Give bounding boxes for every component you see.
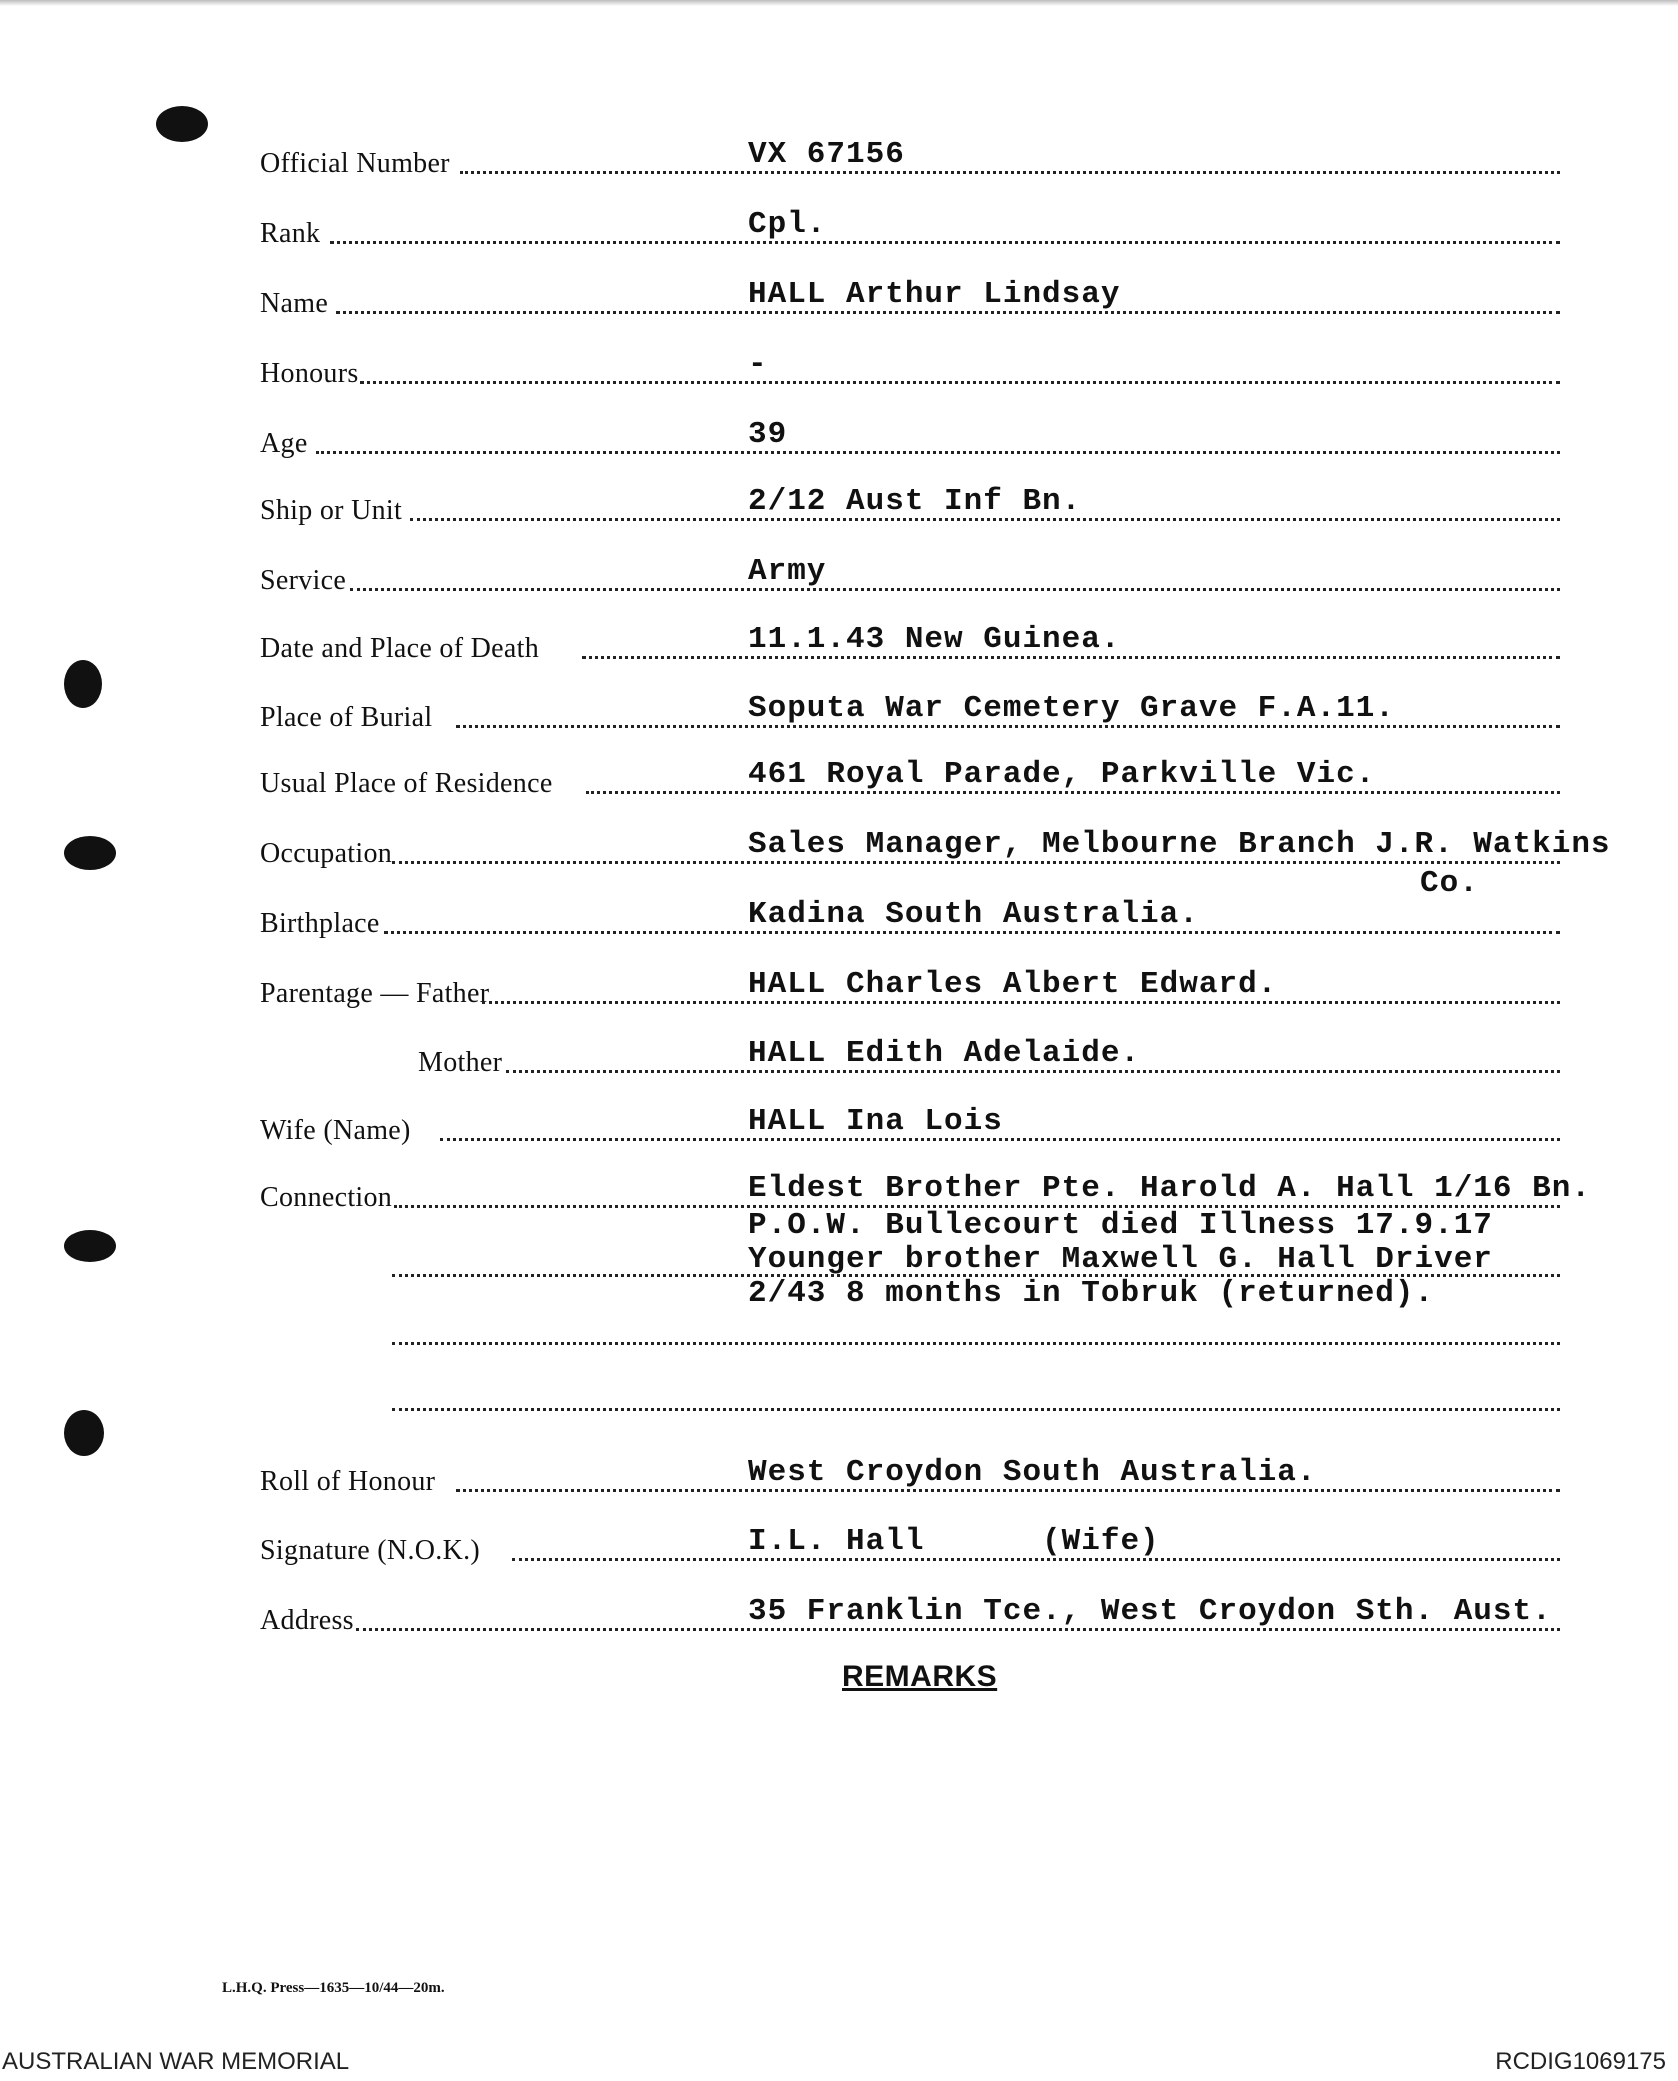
field-wife	[260, 1104, 1560, 1147]
signature-value: I.L. Hall (Wife)	[748, 1524, 1160, 1559]
service-label: Service	[260, 565, 347, 596]
official-number-value: VX 67156	[748, 137, 905, 172]
field-honours	[260, 347, 1560, 390]
signature-label: Signature (N.O.K.)	[260, 1535, 481, 1566]
father-label: Parentage — Father	[260, 978, 490, 1009]
field-age	[260, 417, 1560, 460]
occupation-label: Occupation	[260, 838, 393, 869]
usual-residence-label: Usual Place of Residence	[260, 768, 553, 799]
honours-label: Honours	[260, 358, 359, 389]
name-value: HALL Arthur Lindsay	[748, 277, 1121, 312]
field-mother	[260, 1036, 1560, 1079]
punch-hole	[64, 836, 116, 870]
field-place-of-burial	[260, 691, 1560, 734]
remarks-heading: REMARKS	[842, 1660, 998, 1693]
birthplace-label: Birthplace	[260, 908, 380, 939]
dotted-leader	[360, 381, 1560, 384]
honours-value: -	[748, 347, 768, 382]
rank-label: Rank	[260, 218, 321, 249]
dotted-leader	[460, 171, 1560, 174]
connection-line-4: 2/43 8 months in Tobruk (returned).	[748, 1276, 1435, 1311]
field-father	[260, 967, 1560, 1010]
punch-hole	[64, 1230, 116, 1262]
address-label: Address	[260, 1605, 354, 1636]
dotted-line	[392, 1408, 1560, 1411]
usual-residence-value: 461 Royal Parade, Parkville Vic.	[748, 757, 1376, 792]
field-occupation	[260, 827, 1611, 870]
date-place-of-death-label: Date and Place of Death	[260, 633, 539, 664]
address-value: 35 Franklin Tce., West Croydon Sth. Aust.	[748, 1594, 1552, 1629]
ship-or-unit-label: Ship or Unit	[260, 495, 403, 526]
service-value: Army	[748, 554, 827, 589]
archive-credit: AUSTRALIAN WAR MEMORIAL	[2, 2048, 350, 2075]
field-name	[260, 277, 1560, 320]
connection-label: Connection	[260, 1182, 393, 1213]
official-number-label: Official Number	[260, 148, 450, 179]
birthplace-value: Kadina South Australia.	[748, 897, 1199, 932]
dotted-leader	[350, 588, 1560, 591]
mother-value: HALL Edith Adelaide.	[748, 1036, 1141, 1071]
wife-label: Wife (Name)	[260, 1115, 411, 1146]
field-signature	[260, 1524, 1560, 1567]
dotted-line	[392, 1342, 1560, 1345]
dotted-leader	[316, 451, 1560, 454]
father-value: HALL Charles Albert Edward.	[748, 967, 1278, 1002]
name-label: Name	[260, 288, 329, 319]
occupation-value-line2: Co.	[1420, 866, 1479, 901]
field-date-place-of-death	[260, 622, 1560, 665]
occupation-value: Sales Manager, Melbourne Branch J.R. Watkins	[748, 827, 1611, 862]
connection-line-1: Eldest Brother Pte. Harold A. Hall 1/16 Bn.	[748, 1171, 1591, 1206]
roll-of-honour-value: West Croydon South Australia.	[748, 1455, 1317, 1490]
mother-label: Mother	[418, 1047, 503, 1078]
field-birthplace	[260, 897, 1560, 940]
field-official-number	[260, 137, 1560, 180]
punch-hole	[64, 660, 102, 708]
place-of-burial-value: Soputa War Cemetery Grave F.A.11.	[748, 691, 1395, 726]
dotted-leader	[330, 241, 1560, 244]
wife-value: HALL Ina Lois	[748, 1104, 1003, 1139]
rank-value: Cpl.	[748, 207, 827, 242]
connection-line-2: P.O.W. Bullecourt died Illness 17.9.17	[748, 1208, 1493, 1243]
field-ship-or-unit	[260, 484, 1560, 527]
ship-or-unit-value: 2/12 Aust Inf Bn.	[748, 484, 1082, 519]
age-value: 39	[748, 417, 788, 452]
place-of-burial-label: Place of Burial	[260, 702, 433, 733]
field-address	[260, 1594, 1560, 1637]
punch-hole	[156, 106, 208, 142]
field-roll-of-honour	[260, 1455, 1560, 1498]
record-id: RCDIG1069175	[1495, 2048, 1666, 2075]
field-service	[260, 554, 1560, 597]
roll-of-honour-label: Roll of Honour	[260, 1466, 436, 1497]
age-label: Age	[260, 428, 308, 459]
press-mark: L.H.Q. Press—1635—10/44—20m.	[222, 1980, 445, 1996]
field-usual-residence	[260, 757, 1560, 800]
scan-top-edge	[0, 0, 1678, 6]
connection-line-3: Younger brother Maxwell G. Hall Driver	[748, 1242, 1493, 1277]
punch-hole	[64, 1410, 104, 1456]
field-rank	[260, 207, 1560, 250]
date-place-of-death-value: 11.1.43 New Guinea.	[748, 622, 1121, 657]
